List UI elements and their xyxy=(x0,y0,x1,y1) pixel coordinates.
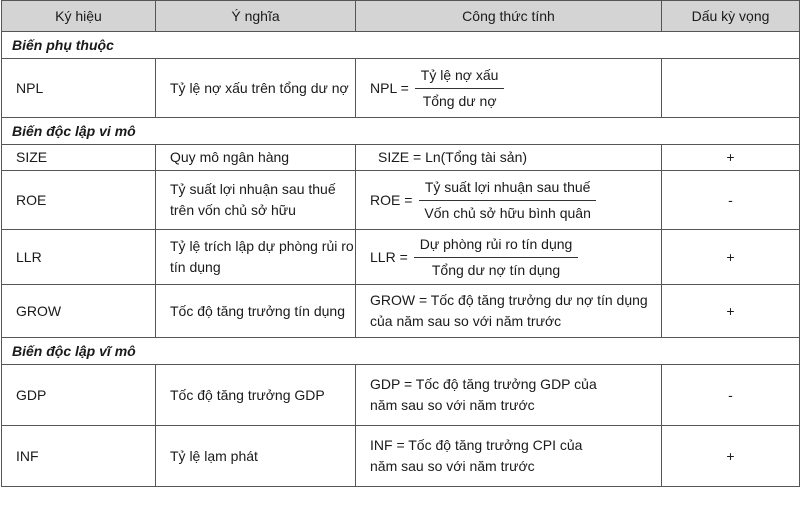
symbol-cell: SIZE xyxy=(2,145,156,171)
sign-cell xyxy=(662,59,800,118)
symbol-cell: ROE xyxy=(2,171,156,230)
formula-lhs: NPL = xyxy=(370,79,409,96)
section-row-macro xyxy=(2,338,800,365)
header-expected-sign: Dấu kỳ vọng xyxy=(662,1,800,32)
section-row-dependent xyxy=(2,32,800,59)
table-row-size xyxy=(2,145,800,171)
formula-lhs: LLR = xyxy=(370,248,408,265)
sign-cell: + xyxy=(662,230,800,285)
meaning-cell: Tỷ lệ lạm phát xyxy=(156,426,356,487)
fraction-denominator: Tổng dư nợ tín dụng xyxy=(431,261,561,278)
formula-cell: INF = Tốc độ tăng trưởng CPI của năm sau so với năm trước xyxy=(356,426,662,487)
formula-cell xyxy=(356,59,662,118)
sign-cell: + xyxy=(662,285,800,338)
fraction xyxy=(414,234,579,281)
meaning-cell: Quy mô ngân hàng xyxy=(156,145,356,171)
symbol-cell: INF xyxy=(2,426,156,487)
fraction xyxy=(415,65,505,112)
table-row-inf xyxy=(2,426,800,487)
fraction-numerator: Tỷ lệ nợ xấu xyxy=(415,65,505,89)
header-row xyxy=(2,1,800,32)
table-row-npl xyxy=(2,59,800,118)
header-symbol: Ký hiệu xyxy=(2,1,156,32)
symbol-cell: GROW xyxy=(2,285,156,338)
table-row-llr xyxy=(2,230,800,285)
header-formula: Công thức tính xyxy=(356,1,662,32)
table-row-roe xyxy=(2,171,800,230)
section-label-macro: Biến độc lập vĩ mô xyxy=(2,338,800,365)
sign-cell: - xyxy=(662,365,800,426)
sign-cell: + xyxy=(662,145,800,171)
sign-cell: + xyxy=(662,426,800,487)
fraction-denominator: Vốn chủ sở hữu bình quân xyxy=(424,204,591,221)
header-meaning: Ý nghĩa xyxy=(156,1,356,32)
formula-cell xyxy=(356,230,662,285)
symbol-cell: GDP xyxy=(2,365,156,426)
table-row-gdp xyxy=(2,365,800,426)
meaning-cell: Tỷ lệ nợ xấu trên tổng dư nợ xyxy=(156,59,356,118)
formula-cell: GROW = Tốc độ tăng trưởng dư nợ tín dụng của năm sau so với năm trước xyxy=(356,285,662,338)
section-label-dependent: Biến phụ thuộc xyxy=(2,32,800,59)
sign-cell: - xyxy=(662,171,800,230)
meaning-cell: Tỷ suất lợi nhuận sau thuế trên vốn chủ sở hữu xyxy=(156,171,356,230)
formula-cell: SIZE = Ln(Tổng tài sản) xyxy=(356,145,662,171)
formula-lhs: ROE = xyxy=(370,191,413,208)
fraction-denominator: Tổng dư nợ xyxy=(422,92,497,109)
meaning-cell: Tốc độ tăng trưởng tín dụng xyxy=(156,285,356,338)
variables-table xyxy=(1,0,800,487)
symbol-cell: NPL xyxy=(2,59,156,118)
meaning-cell: Tỷ lệ trích lập dự phòng rủi ro tín dụng xyxy=(156,230,356,285)
fraction xyxy=(418,177,596,224)
formula-cell xyxy=(356,171,662,230)
formula-cell: GDP = Tốc độ tăng trưởng GDP của năm sau so với năm trước xyxy=(356,365,662,426)
table-row-grow xyxy=(2,285,800,338)
fraction-numerator: Tỷ suất lợi nhuận sau thuế xyxy=(419,177,597,201)
section-label-micro: Biến độc lập vi mô xyxy=(2,118,800,145)
section-row-micro xyxy=(2,118,800,145)
meaning-cell: Tốc độ tăng trưởng GDP xyxy=(156,365,356,426)
fraction-numerator: Dự phòng rủi ro tín dụng xyxy=(414,234,579,258)
symbol-cell: LLR xyxy=(2,230,156,285)
